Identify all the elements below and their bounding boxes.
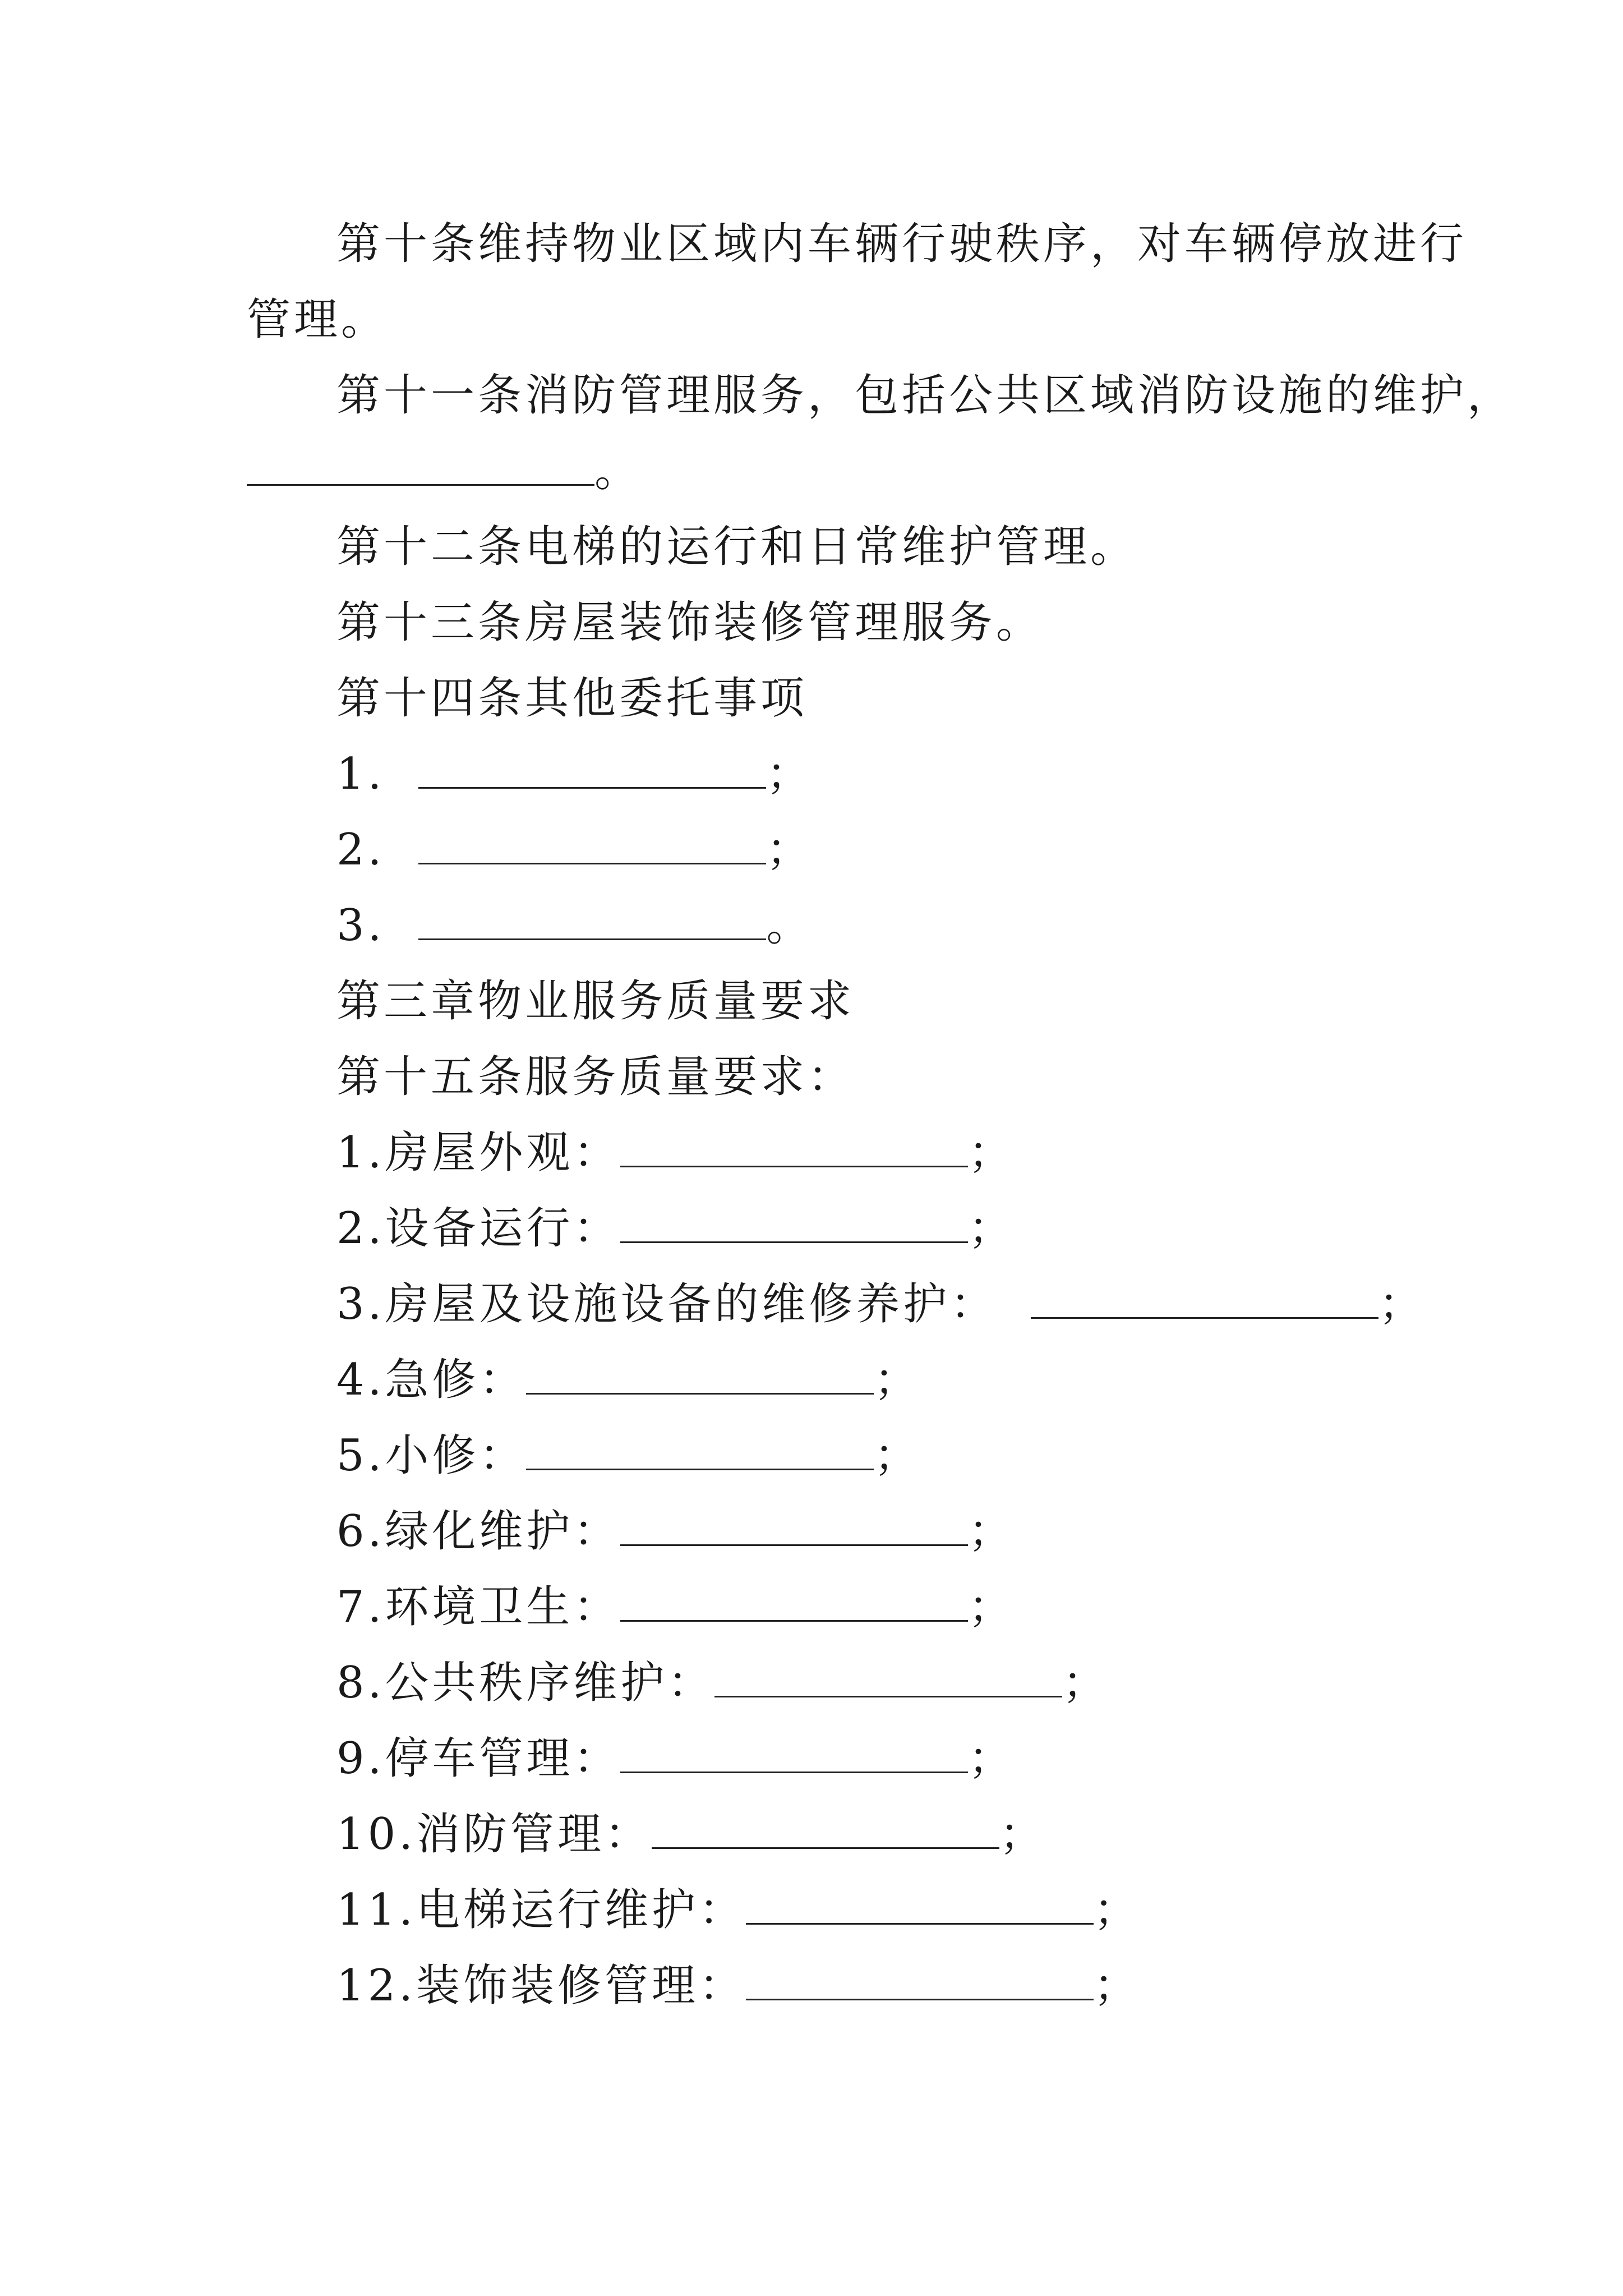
article-10-line-1 (336, 216, 1467, 272)
article-11-text: 第十一条消防管理服务，包括公共区域消防设施的维护， (336, 370, 1515, 421)
quality-item-end: ； (968, 1506, 1016, 1557)
article-14-text: 第十四条其他委托事项 (336, 673, 808, 724)
fill-blank[interactable] (1031, 1278, 1378, 1319)
article-12 (336, 519, 1137, 575)
quality-item-end: ； (968, 1128, 1016, 1178)
quality-item-end: ； (1094, 1885, 1141, 1935)
article-13 (336, 595, 1043, 651)
quality-item-end: ； (968, 1203, 1016, 1254)
quality-item-end: ； (999, 1809, 1047, 1860)
quality-item-label: 4.急修： (336, 1355, 527, 1405)
item-number: 2. (336, 825, 385, 875)
fill-blank[interactable] (652, 1808, 999, 1849)
fill-blank[interactable] (418, 823, 766, 864)
quality-item-end: ； (874, 1355, 921, 1405)
article-14-item (336, 898, 813, 954)
quality-item (336, 1125, 1015, 1181)
quality-item (336, 1806, 1046, 1862)
quality-item-label: 2.设备运行： (336, 1203, 621, 1254)
quality-item-label: 9.停车管理： (336, 1733, 621, 1784)
item-end: ； (766, 749, 814, 799)
item-number: 1. (336, 749, 385, 799)
quality-item-end: ； (968, 1582, 1016, 1632)
quality-item (336, 1276, 1426, 1332)
fill-blank[interactable] (247, 445, 594, 486)
item-number: 3. (336, 900, 385, 951)
fill-blank[interactable] (746, 1884, 1094, 1925)
quality-item-label: 1.房屋外观： (336, 1128, 621, 1178)
quality-item-label: 6.绿化维护： (336, 1506, 621, 1557)
quality-item (336, 1428, 921, 1484)
article-15-text: 第十五条服务质量要求： (336, 1052, 855, 1102)
quality-item-label: 12.装饰装修管理： (336, 1961, 746, 2011)
article-11-line-1 (336, 367, 1514, 424)
chapter-3-text: 第三章物业服务质量要求 (336, 976, 855, 1027)
quality-item (336, 1200, 1015, 1257)
quality-item (336, 1731, 1015, 1787)
fill-blank[interactable] (418, 899, 766, 940)
article-10-text-cont: 管理。 (247, 295, 389, 345)
quality-item (336, 1882, 1141, 1938)
quality-item-end: ； (1378, 1279, 1426, 1329)
quality-item-label: 5.小修： (336, 1430, 527, 1481)
fill-blank[interactable] (620, 1505, 968, 1546)
article-11-line-2 (247, 443, 642, 499)
quality-item-end: ； (968, 1733, 1016, 1784)
quality-item-label: 8.公共秩序维护： (336, 1658, 715, 1708)
fill-blank[interactable] (526, 1429, 874, 1470)
article-10-text: 第十条维持物业区域内车辆行驶秩序，对车辆停放进行 (336, 219, 1468, 269)
article-12-text: 第十二条电梯的运行和日常维护管理。 (336, 522, 1138, 572)
fill-blank[interactable] (526, 1354, 874, 1395)
article-14 (336, 670, 808, 726)
fill-blank[interactable] (620, 1581, 968, 1622)
fill-blank[interactable] (620, 1202, 968, 1243)
quality-item-label: 11.电梯运行维护： (336, 1885, 746, 1935)
article-10-line-2 (247, 292, 388, 348)
quality-item-end: ； (1094, 1961, 1141, 2011)
quality-item-label: 10.消防管理： (336, 1809, 652, 1860)
quality-item (336, 1579, 1015, 1635)
quality-item-label: 3.房屋及设施设备的维修养护： (336, 1279, 998, 1329)
fill-blank[interactable] (714, 1657, 1062, 1697)
chapter-3-heading (336, 973, 855, 1029)
quality-item (336, 1503, 1015, 1559)
fill-blank[interactable] (418, 748, 766, 789)
quality-item-end: ； (1062, 1658, 1110, 1708)
article-15 (336, 1049, 855, 1105)
item-end: ； (766, 825, 814, 875)
fill-blank[interactable] (620, 1732, 968, 1773)
article-14-item (336, 822, 813, 878)
quality-item (336, 1352, 921, 1408)
article-14-item (336, 746, 813, 802)
article-11-end: 。 (594, 446, 642, 496)
quality-item-label: 7.环境卫生： (336, 1582, 621, 1632)
quality-item (336, 1958, 1141, 2014)
article-13-text: 第十三条房屋装饰装修管理服务。 (336, 597, 1044, 648)
item-end: 。 (766, 900, 814, 951)
quality-item-end: ； (874, 1430, 921, 1481)
quality-item (336, 1655, 1109, 1711)
fill-blank[interactable] (746, 1959, 1094, 2000)
fill-blank[interactable] (620, 1126, 968, 1167)
